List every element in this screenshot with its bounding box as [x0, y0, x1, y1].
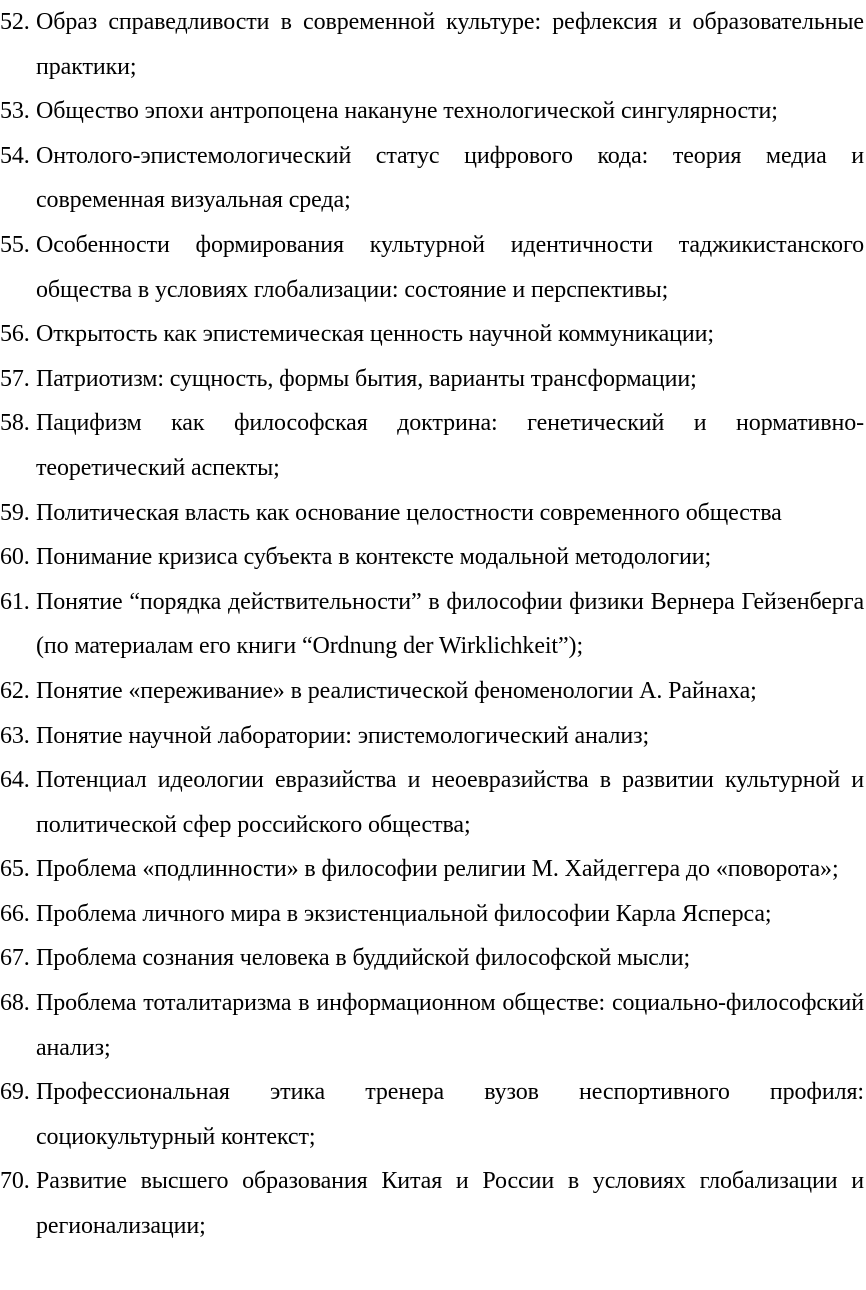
- item-text: Проблема сознания человека в буддийской философской мысли;: [36, 945, 691, 972]
- list-item: [0, 892, 866, 937]
- list-item: [0, 981, 866, 1070]
- item-text: Профессиональная этика тренера вузов неспортивного профиля: социокультурный контекст;: [36, 1079, 864, 1150]
- list-item: [0, 580, 866, 669]
- list-item: [0, 535, 866, 580]
- item-number: 53.: [0, 98, 30, 125]
- list-item: [0, 89, 866, 134]
- list-item: [0, 223, 866, 312]
- list-item: [0, 134, 866, 223]
- list-item: [0, 357, 866, 402]
- list-item: [0, 0, 866, 89]
- item-text: Развитие высшего образования Китая и России в условиях глобализации и регионализации;: [36, 1168, 864, 1240]
- item-number: 61.: [0, 588, 30, 615]
- item-text: Особенности формирования культурной идентичности таджикистанского общества в условиях глобализации: состояние и перспективы;: [36, 231, 864, 303]
- list-item: [0, 714, 866, 759]
- item-number: 65.: [0, 856, 30, 883]
- list-item: [0, 758, 866, 847]
- list-item: [0, 401, 866, 490]
- item-number: 57.: [0, 365, 30, 392]
- item-text: Патриотизм: сущность, формы бытия, варианты трансформации;: [36, 365, 697, 392]
- item-text: Пацифизм как философская доктрина: генетический и нормативно-теоретический аспекты;: [36, 410, 864, 481]
- item-number: 70.: [0, 1168, 30, 1195]
- item-text: Образ справедливости в современной культуре: рефлексия и образовательные практики;: [36, 9, 864, 80]
- item-text: Понимание кризиса субъекта в контексте модальной методологии;: [36, 544, 712, 571]
- item-number: 69.: [0, 1079, 30, 1106]
- item-number: 56.: [0, 321, 30, 348]
- item-number: 62.: [0, 677, 30, 704]
- item-number: 67.: [0, 945, 30, 972]
- item-text: Онтолого-эпистемологический статус цифрового кода: теория медиа и современная визуальная среда;: [36, 142, 864, 214]
- item-number: 55.: [0, 231, 30, 258]
- item-text: Проблема тоталитаризма в информационном обществе: социально-философский анализ;: [36, 990, 864, 1061]
- item-text: Общество эпохи антропоцена накануне технологической сингулярности;: [36, 98, 778, 125]
- item-text: Понятие “порядка действительности” в философии физики Вернера Гейзенберга (по материалам его книги “Ordnung der Wirklichkeit”);: [36, 588, 864, 660]
- list-item: [0, 312, 866, 357]
- list-item: [0, 669, 866, 714]
- item-number: 52.: [0, 9, 30, 35]
- list-item: [0, 1070, 866, 1159]
- item-text: Открытость как эпистемическая ценность научной коммуникации;: [36, 321, 714, 348]
- item-text: Проблема личного мира в экзистенциальной философии Карла Ясперса;: [36, 900, 772, 927]
- item-number: 68.: [0, 990, 30, 1017]
- item-text: Потенциал идеологии евразийства и неоевразийства в развитии культурной и политической сфер российского общества;: [36, 767, 864, 838]
- item-text: Политическая власть как основание целостности современного общества: [36, 499, 782, 526]
- item-text: Понятие «переживание» в реалистической феноменологии А. Райнаха;: [36, 677, 757, 704]
- item-text: Проблема «подлинности» в философии религии М. Хайдеггера до «поворота»;: [36, 856, 839, 883]
- list-item: [0, 1159, 866, 1248]
- list-item: [0, 936, 866, 981]
- list-item: [0, 847, 866, 892]
- item-number: 54.: [0, 142, 30, 169]
- item-number: 58.: [0, 410, 30, 437]
- item-number: 60.: [0, 544, 30, 571]
- item-number: 66.: [0, 900, 30, 927]
- item-number: 59.: [0, 499, 30, 526]
- item-number: 64.: [0, 767, 30, 794]
- item-text: Понятие научной лаборатории: эпистемологический анализ;: [36, 722, 650, 749]
- list-item: [0, 491, 866, 536]
- item-number: 63.: [0, 722, 30, 749]
